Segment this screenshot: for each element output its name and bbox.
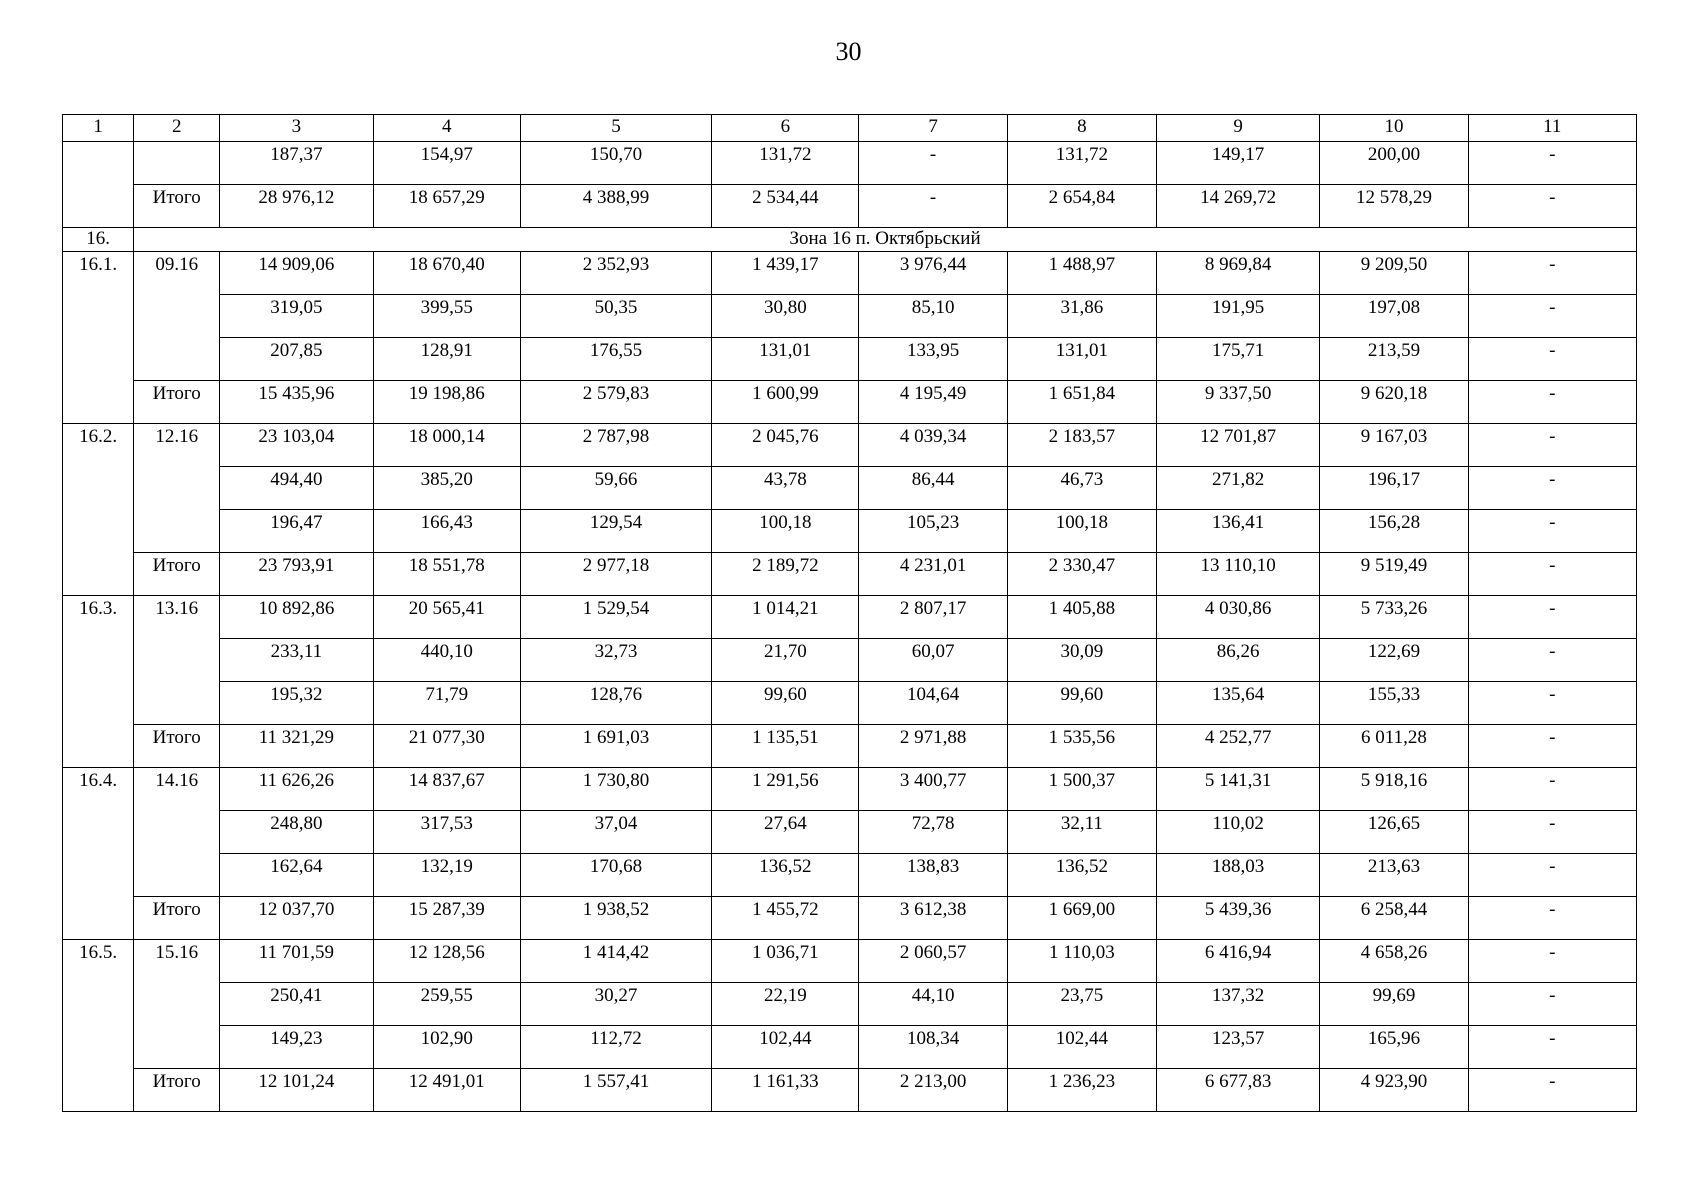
row-label-cell — [134, 142, 220, 185]
value-cell: 9 209,50 — [1320, 252, 1468, 295]
value-cell: 1 529,54 — [520, 596, 711, 639]
value-cell: 13 110,10 — [1157, 553, 1320, 596]
value-cell: 10 892,86 — [220, 596, 373, 639]
value-cell: 319,05 — [220, 295, 373, 338]
value-cell: 46,73 — [1007, 467, 1156, 510]
total-label: Итого — [134, 1069, 220, 1112]
total-label: Итого — [134, 381, 220, 424]
value-cell: 22,19 — [712, 983, 859, 1026]
value-cell: 100,18 — [712, 510, 859, 553]
value-cell: 196,47 — [220, 510, 373, 553]
value-cell: 213,63 — [1320, 854, 1468, 897]
value-cell: 233,11 — [220, 639, 373, 682]
group-number: 16.5. — [63, 940, 134, 1112]
value-cell: 12 037,70 — [220, 897, 373, 940]
value-cell: 188,03 — [1157, 854, 1320, 897]
value-cell: 32,11 — [1007, 811, 1156, 854]
zone-row — [63, 228, 1637, 252]
value-cell: 129,54 — [520, 510, 711, 553]
value-cell: 71,79 — [373, 682, 520, 725]
value-cell: 156,28 — [1320, 510, 1468, 553]
value-cell: 131,72 — [1007, 142, 1156, 185]
value-cell: 6 416,94 — [1157, 940, 1320, 983]
value-cell: 12 701,87 — [1157, 424, 1320, 467]
value-cell: 399,55 — [373, 295, 520, 338]
value-cell: 1 236,23 — [1007, 1069, 1156, 1112]
value-cell: 1 691,03 — [520, 725, 711, 768]
value-cell: 4 388,99 — [520, 185, 711, 228]
group-number: 16.4. — [63, 768, 134, 940]
value-cell: - — [1468, 1026, 1636, 1069]
column-header: 3 — [220, 115, 373, 142]
value-cell: 196,17 — [1320, 467, 1468, 510]
zone-title: Зона 16 п. Октябрьский — [134, 228, 1637, 252]
value-cell: 138,83 — [859, 854, 1007, 897]
value-cell: 2 807,17 — [859, 596, 1007, 639]
value-cell: 166,43 — [373, 510, 520, 553]
table-row — [63, 725, 1637, 768]
value-cell: 20 565,41 — [373, 596, 520, 639]
table-body — [63, 115, 1637, 1112]
value-cell: 2 579,83 — [520, 381, 711, 424]
value-cell: 23 793,91 — [220, 553, 373, 596]
value-cell: 11 626,26 — [220, 768, 373, 811]
value-cell: 6 677,83 — [1157, 1069, 1320, 1112]
value-cell: 317,53 — [373, 811, 520, 854]
table-row — [63, 510, 1637, 553]
group-code: 15.16 — [134, 940, 220, 1069]
value-cell: 21,70 — [712, 639, 859, 682]
value-cell: 4 231,01 — [859, 553, 1007, 596]
value-cell: - — [1468, 1069, 1636, 1112]
value-cell: 3 400,77 — [859, 768, 1007, 811]
value-cell: 165,96 — [1320, 1026, 1468, 1069]
value-cell: 195,32 — [220, 682, 373, 725]
value-cell: 2 213,00 — [859, 1069, 1007, 1112]
table-row — [63, 1069, 1637, 1112]
value-cell: 23,75 — [1007, 983, 1156, 1026]
table-row — [63, 185, 1637, 228]
table-row — [63, 811, 1637, 854]
value-cell: 30,27 — [520, 983, 711, 1026]
value-cell: 175,71 — [1157, 338, 1320, 381]
value-cell: 150,70 — [520, 142, 711, 185]
value-cell: - — [1468, 252, 1636, 295]
value-cell: - — [1468, 983, 1636, 1026]
value-cell: - — [1468, 185, 1636, 228]
value-cell: 15 287,39 — [373, 897, 520, 940]
value-cell: 4 030,86 — [1157, 596, 1320, 639]
value-cell: 2 654,84 — [1007, 185, 1156, 228]
value-cell: 1 488,97 — [1007, 252, 1156, 295]
table-row — [63, 768, 1637, 811]
value-cell: 1 036,71 — [712, 940, 859, 983]
value-cell: 18 000,14 — [373, 424, 520, 467]
value-cell: 2 045,76 — [712, 424, 859, 467]
value-cell: 2 183,57 — [1007, 424, 1156, 467]
column-header: 7 — [859, 115, 1007, 142]
group-number-cell — [63, 142, 134, 228]
table-row — [63, 1026, 1637, 1069]
value-cell: 4 039,34 — [859, 424, 1007, 467]
value-cell: 14 837,67 — [373, 768, 520, 811]
value-cell: 21 077,30 — [373, 725, 520, 768]
value-cell: - — [1468, 725, 1636, 768]
value-cell: 12 101,24 — [220, 1069, 373, 1112]
value-cell: 136,41 — [1157, 510, 1320, 553]
group-code: 14.16 — [134, 768, 220, 897]
value-cell: - — [1468, 142, 1636, 185]
value-cell: 1 938,52 — [520, 897, 711, 940]
value-cell: 187,37 — [220, 142, 373, 185]
table-row — [63, 682, 1637, 725]
value-cell: 176,55 — [520, 338, 711, 381]
value-cell: - — [1468, 897, 1636, 940]
value-cell: 2 330,47 — [1007, 553, 1156, 596]
value-cell: 494,40 — [220, 467, 373, 510]
value-cell: 2 352,93 — [520, 252, 711, 295]
value-cell: - — [859, 142, 1007, 185]
value-cell: - — [1468, 295, 1636, 338]
value-cell: 60,07 — [859, 639, 1007, 682]
value-cell: 133,95 — [859, 338, 1007, 381]
value-cell: 2 977,18 — [520, 553, 711, 596]
value-cell: 1 651,84 — [1007, 381, 1156, 424]
column-header: 10 — [1320, 115, 1468, 142]
value-cell: 1 455,72 — [712, 897, 859, 940]
total-label: Итого — [134, 725, 220, 768]
value-cell: 2 189,72 — [712, 553, 859, 596]
value-cell: 191,95 — [1157, 295, 1320, 338]
table-header-row — [63, 115, 1637, 142]
column-header: 8 — [1007, 115, 1156, 142]
value-cell: 122,69 — [1320, 639, 1468, 682]
value-cell: 1 291,56 — [712, 768, 859, 811]
table-row — [63, 338, 1637, 381]
value-cell: 9 337,50 — [1157, 381, 1320, 424]
value-cell: 14 269,72 — [1157, 185, 1320, 228]
value-cell: 14 909,06 — [220, 252, 373, 295]
value-cell: - — [1468, 381, 1636, 424]
value-cell: 15 435,96 — [220, 381, 373, 424]
value-cell: 131,72 — [712, 142, 859, 185]
value-cell: 1 669,00 — [1007, 897, 1156, 940]
data-table — [62, 114, 1637, 1112]
table-row — [63, 983, 1637, 1026]
value-cell: 2 060,57 — [859, 940, 1007, 983]
value-cell: 31,86 — [1007, 295, 1156, 338]
table-row — [63, 897, 1637, 940]
value-cell: 108,34 — [859, 1026, 1007, 1069]
value-cell: - — [1468, 553, 1636, 596]
table-row — [63, 381, 1637, 424]
value-cell: 18 551,78 — [373, 553, 520, 596]
table-row — [63, 596, 1637, 639]
value-cell: - — [1468, 811, 1636, 854]
value-cell: 126,65 — [1320, 811, 1468, 854]
value-cell: 4 195,49 — [859, 381, 1007, 424]
value-cell: 6 258,44 — [1320, 897, 1468, 940]
value-cell: 59,66 — [520, 467, 711, 510]
value-cell: - — [1468, 467, 1636, 510]
group-code: 09.16 — [134, 252, 220, 381]
value-cell: 1 405,88 — [1007, 596, 1156, 639]
value-cell: - — [1468, 940, 1636, 983]
table-row — [63, 639, 1637, 682]
column-header: 11 — [1468, 115, 1636, 142]
value-cell: 50,35 — [520, 295, 711, 338]
value-cell: 155,33 — [1320, 682, 1468, 725]
group-number: 16.3. — [63, 596, 134, 768]
value-cell: 131,01 — [712, 338, 859, 381]
value-cell: 1 600,99 — [712, 381, 859, 424]
value-cell: 137,32 — [1157, 983, 1320, 1026]
table-row — [63, 252, 1637, 295]
value-cell: 85,10 — [859, 295, 1007, 338]
value-cell: 8 969,84 — [1157, 252, 1320, 295]
value-cell: 11 321,29 — [220, 725, 373, 768]
value-cell: 102,90 — [373, 1026, 520, 1069]
value-cell: - — [1468, 338, 1636, 381]
value-cell: 105,23 — [859, 510, 1007, 553]
value-cell: 136,52 — [712, 854, 859, 897]
group-code: 12.16 — [134, 424, 220, 553]
value-cell: 1 135,51 — [712, 725, 859, 768]
table-row — [63, 424, 1637, 467]
value-cell: 135,64 — [1157, 682, 1320, 725]
value-cell: 12 578,29 — [1320, 185, 1468, 228]
value-cell: - — [859, 185, 1007, 228]
value-cell: 9 620,18 — [1320, 381, 1468, 424]
value-cell: 86,44 — [859, 467, 1007, 510]
value-cell: 2 971,88 — [859, 725, 1007, 768]
value-cell: 1 730,80 — [520, 768, 711, 811]
value-cell: 112,72 — [520, 1026, 711, 1069]
table-row — [63, 142, 1637, 185]
column-header: 9 — [1157, 115, 1320, 142]
value-cell: 12 128,56 — [373, 940, 520, 983]
value-cell: - — [1468, 596, 1636, 639]
table-row — [63, 553, 1637, 596]
value-cell: 3 976,44 — [859, 252, 1007, 295]
value-cell: 250,41 — [220, 983, 373, 1026]
value-cell: 72,78 — [859, 811, 1007, 854]
value-cell: 12 491,01 — [373, 1069, 520, 1112]
row-label-cell: Итого — [134, 185, 220, 228]
column-header: 4 — [373, 115, 520, 142]
column-header: 1 — [63, 115, 134, 142]
value-cell: 99,69 — [1320, 983, 1468, 1026]
value-cell: 43,78 — [712, 467, 859, 510]
value-cell: 9 519,49 — [1320, 553, 1468, 596]
value-cell: 104,64 — [859, 682, 1007, 725]
value-cell: - — [1468, 854, 1636, 897]
value-cell: 5 733,26 — [1320, 596, 1468, 639]
value-cell: 136,52 — [1007, 854, 1156, 897]
value-cell: - — [1468, 639, 1636, 682]
value-cell: 1 414,42 — [520, 940, 711, 983]
value-cell: 5 141,31 — [1157, 768, 1320, 811]
value-cell: 1 557,41 — [520, 1069, 711, 1112]
value-cell: 131,01 — [1007, 338, 1156, 381]
value-cell: 6 011,28 — [1320, 725, 1468, 768]
value-cell: 4 923,90 — [1320, 1069, 1468, 1112]
value-cell: 149,17 — [1157, 142, 1320, 185]
value-cell: 1 014,21 — [712, 596, 859, 639]
table-row — [63, 467, 1637, 510]
value-cell: 99,60 — [1007, 682, 1156, 725]
value-cell: 1 161,33 — [712, 1069, 859, 1112]
value-cell: - — [1468, 510, 1636, 553]
value-cell: 197,08 — [1320, 295, 1468, 338]
value-cell: 154,97 — [373, 142, 520, 185]
value-cell: 213,59 — [1320, 338, 1468, 381]
value-cell: 30,09 — [1007, 639, 1156, 682]
value-cell: 149,23 — [220, 1026, 373, 1069]
value-cell: 18 657,29 — [373, 185, 520, 228]
value-cell: 37,04 — [520, 811, 711, 854]
value-cell: 5 439,36 — [1157, 897, 1320, 940]
value-cell: 200,00 — [1320, 142, 1468, 185]
value-cell: 2 787,98 — [520, 424, 711, 467]
table-row — [63, 854, 1637, 897]
value-cell: 27,64 — [712, 811, 859, 854]
table-row — [63, 295, 1637, 338]
value-cell: 100,18 — [1007, 510, 1156, 553]
value-cell: 5 918,16 — [1320, 768, 1468, 811]
value-cell: - — [1468, 424, 1636, 467]
value-cell: 128,76 — [520, 682, 711, 725]
value-cell: 11 701,59 — [220, 940, 373, 983]
value-cell: 132,19 — [373, 854, 520, 897]
value-cell: 1 439,17 — [712, 252, 859, 295]
value-cell: 385,20 — [373, 467, 520, 510]
value-cell: 271,82 — [1157, 467, 1320, 510]
value-cell: 4 658,26 — [1320, 940, 1468, 983]
value-cell: 18 670,40 — [373, 252, 520, 295]
value-cell: 128,91 — [373, 338, 520, 381]
value-cell: 28 976,12 — [220, 185, 373, 228]
value-cell: 102,44 — [1007, 1026, 1156, 1069]
value-cell: 3 612,38 — [859, 897, 1007, 940]
value-cell: 259,55 — [373, 983, 520, 1026]
value-cell: 4 252,77 — [1157, 725, 1320, 768]
value-cell: 110,02 — [1157, 811, 1320, 854]
zone-number: 16. — [63, 228, 134, 252]
value-cell: 440,10 — [373, 639, 520, 682]
value-cell: 23 103,04 — [220, 424, 373, 467]
column-header: 5 — [520, 115, 711, 142]
value-cell: 86,26 — [1157, 639, 1320, 682]
total-label: Итого — [134, 553, 220, 596]
value-cell: 1 535,56 — [1007, 725, 1156, 768]
value-cell: 32,73 — [520, 639, 711, 682]
value-cell: 9 167,03 — [1320, 424, 1468, 467]
value-cell: - — [1468, 682, 1636, 725]
value-cell: 170,68 — [520, 854, 711, 897]
value-cell: 123,57 — [1157, 1026, 1320, 1069]
value-cell: 30,80 — [712, 295, 859, 338]
value-cell: 99,60 — [712, 682, 859, 725]
total-label: Итого — [134, 897, 220, 940]
value-cell: 207,85 — [220, 338, 373, 381]
group-code: 13.16 — [134, 596, 220, 725]
group-number: 16.2. — [63, 424, 134, 596]
value-cell: 1 110,03 — [1007, 940, 1156, 983]
value-cell: 2 534,44 — [712, 185, 859, 228]
page-number: 30 — [835, 37, 862, 66]
value-cell: 248,80 — [220, 811, 373, 854]
value-cell: 102,44 — [712, 1026, 859, 1069]
value-cell: 162,64 — [220, 854, 373, 897]
table-row — [63, 940, 1637, 983]
value-cell: - — [1468, 768, 1636, 811]
value-cell: 19 198,86 — [373, 381, 520, 424]
column-header: 6 — [712, 115, 859, 142]
value-cell: 1 500,37 — [1007, 768, 1156, 811]
column-header: 2 — [134, 115, 220, 142]
value-cell: 44,10 — [859, 983, 1007, 1026]
group-number: 16.1. — [63, 252, 134, 424]
